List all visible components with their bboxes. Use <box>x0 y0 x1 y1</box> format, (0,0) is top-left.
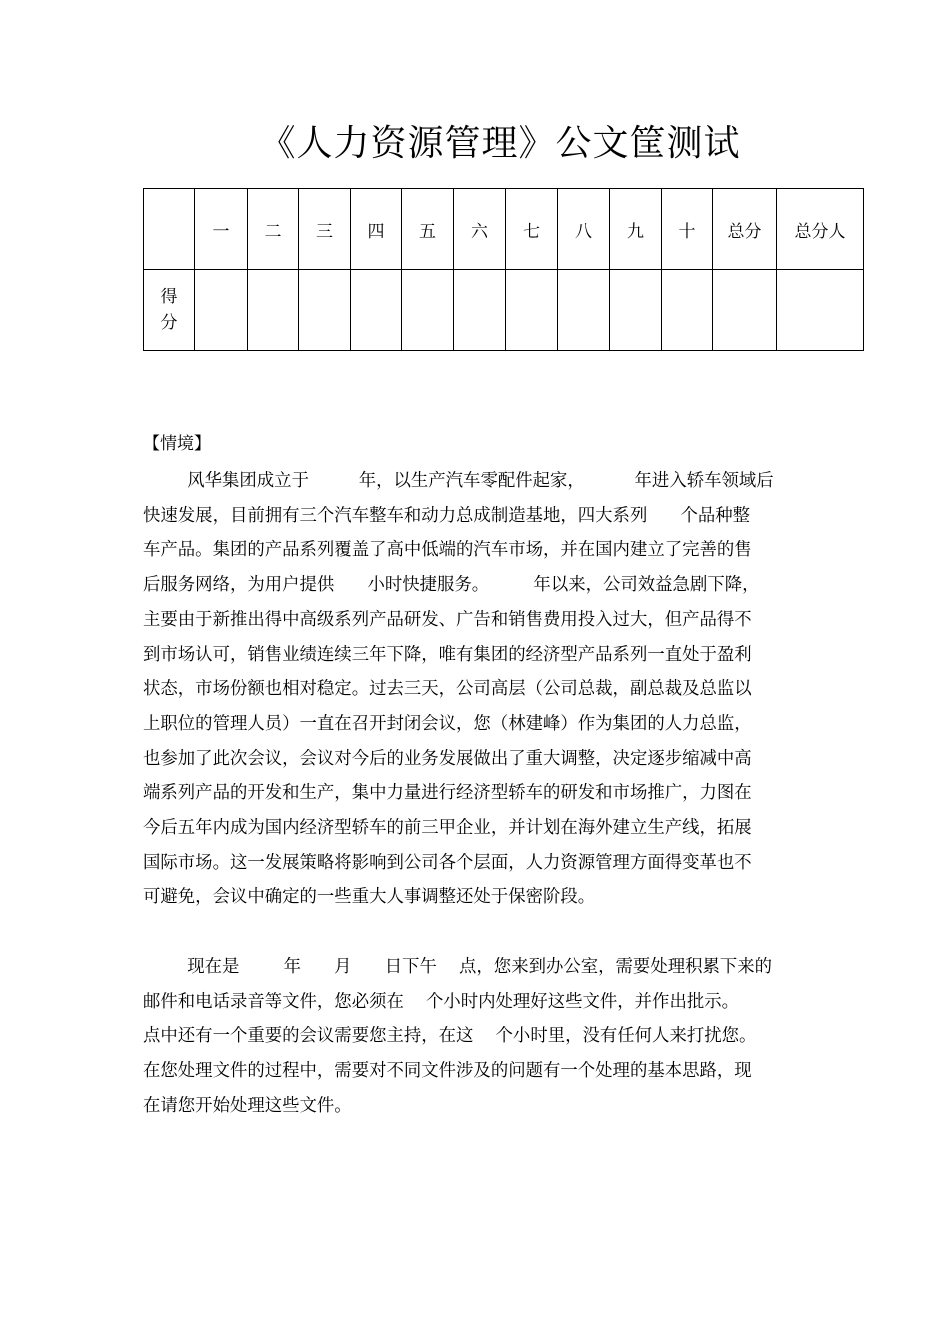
paragraph-line: 现在是 年 月 日下午 点，您来到办公室，需要处理积累下来的 <box>143 957 773 977</box>
score-cell-q7[interactable] <box>506 270 558 351</box>
score-table-header-row <box>144 189 864 270</box>
paragraph-line: 快速发展，目前拥有三个汽车整车和动力总成制造基地，四大系列 个品种整 <box>143 505 751 526</box>
scenario-paragraph-2 <box>143 950 808 1124</box>
score-header-q3: 三 <box>299 189 351 270</box>
paragraph-line: 点中还有一个重要的会议需要您主持，在这 个小时里，没有任何人来打扰您。 <box>143 1026 757 1047</box>
paragraph-line: 车产品。集团的产品系列覆盖了高中低端的汽车市场，并在国内建立了完善的售 <box>143 540 752 561</box>
paragraph-line: 端系列产品的开发和生产，集中力量进行经济型轿车的研发和市场推广，力图在 <box>143 783 752 804</box>
paragraph-line: 状态，市场份额也相对稳定。过去三天，公司高层（公司总裁，副总裁及总监以 <box>143 679 752 700</box>
score-header-q2: 二 <box>248 189 299 270</box>
score-header-grader: 总分人 <box>777 189 864 270</box>
paragraph-line: 今后五年内成为国内经济型轿车的前三甲企业，并计划在海外建立生产线，拓展 <box>143 818 752 839</box>
score-cell-total[interactable] <box>713 270 777 351</box>
paragraph-line: 主要由于新推出得中高级系列产品研发、广告和销售费用投入过大，但产品得不 <box>143 609 752 630</box>
score-cell-grader[interactable] <box>777 270 864 351</box>
score-header-q10: 十 <box>662 189 713 270</box>
paragraph-line: 风华集团成立于 年，以生产汽车零配件起家， 年进入轿车领域后 <box>143 471 774 491</box>
paragraph-line: 也参加了此次会议，会议对今后的业务发展做出了重大调整，决定逐步缩减中高 <box>143 748 752 769</box>
score-header-q8: 八 <box>558 189 610 270</box>
score-header-q5: 五 <box>402 189 454 270</box>
document-title: 《人力资源管理》公文筐测试 <box>259 123 741 164</box>
score-row-label <box>144 270 195 351</box>
paragraph-line: 邮件和电话录音等文件，您必须在 个小时内处理好这些文件，并作出批示。 <box>143 991 740 1012</box>
score-header-total: 总分 <box>713 189 777 270</box>
score-cell-q9[interactable] <box>610 270 662 351</box>
score-cell-q8[interactable] <box>558 270 610 351</box>
score-table <box>143 188 864 351</box>
paragraph-line: 在您处理文件的过程中，需要对不同文件涉及的问题有一个处理的基本思路，现 <box>143 1061 752 1082</box>
score-header-q6: 六 <box>454 189 506 270</box>
score-table-corner-cell <box>144 189 195 270</box>
score-table-score-row <box>144 270 864 351</box>
score-cell-q6[interactable] <box>454 270 506 351</box>
score-header-q7: 七 <box>506 189 558 270</box>
score-cell-q3[interactable] <box>299 270 351 351</box>
score-cell-q4[interactable] <box>351 270 402 351</box>
paragraph-line: 可避免，会议中确定的一些重大人事调整还处于保密阶段。 <box>143 887 596 908</box>
score-header-q4: 四 <box>351 189 402 270</box>
score-row-label-line1: 得 <box>160 287 178 307</box>
paragraph-line: 后服务网络，为用户提供 小时快捷服务。 年以来，公司效益急剧下降， <box>143 575 760 596</box>
paragraph-line: 上职位的管理人员）一直在召开封闭会议，您（林建峰）作为集团的人力总监， <box>143 713 752 734</box>
paragraph-line: 国际市场。这一发展策略将影响到公司各个层面，人力资源管理方面得变革也不 <box>143 852 752 873</box>
score-cell-q10[interactable] <box>662 270 713 351</box>
score-header-q1: 一 <box>195 189 248 270</box>
score-header-q9: 九 <box>610 189 662 270</box>
score-cell-q1[interactable] <box>195 270 248 351</box>
score-cell-q2[interactable] <box>248 270 299 351</box>
paragraph-line: 到市场认可，销售业绩连续三年下降，唯有集团的经济型产品系列一直处于盈利 <box>143 644 752 665</box>
scenario-paragraph-1 <box>143 464 808 915</box>
paragraph-line: 在请您开始处理这些文件。 <box>143 1095 352 1116</box>
score-row-label-line2: 分 <box>160 313 178 333</box>
score-cell-q5[interactable] <box>402 270 454 351</box>
section-label: 【情境】 <box>143 434 211 454</box>
